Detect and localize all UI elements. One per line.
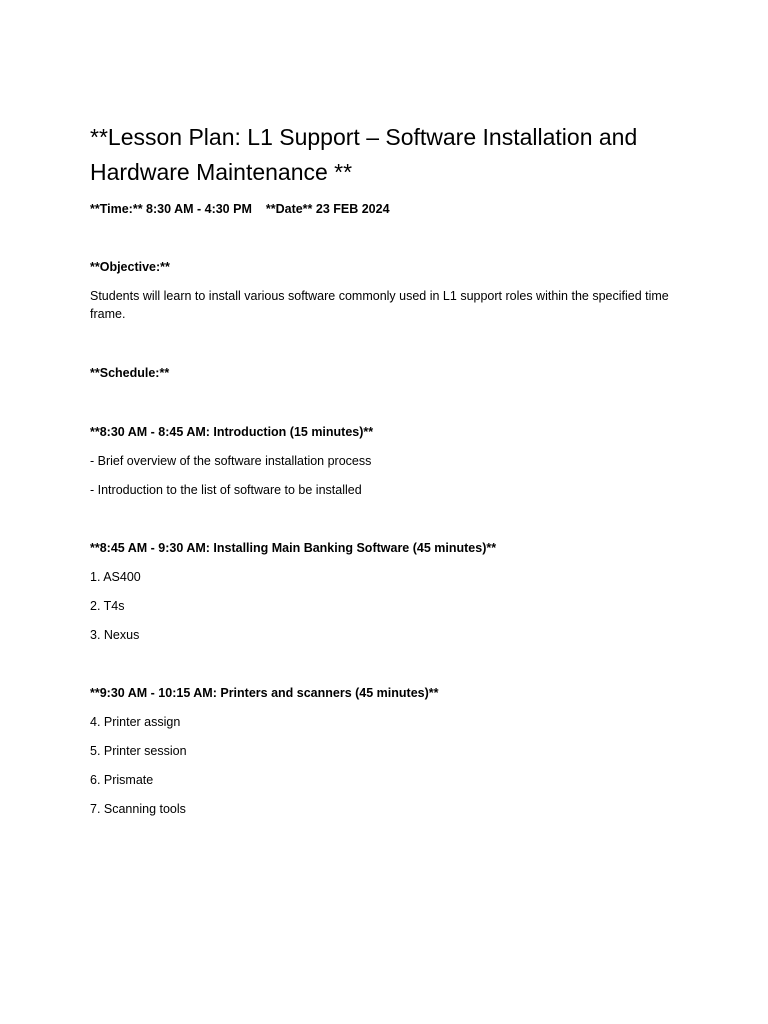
section-heading-banking-software: **8:45 AM - 9:30 AM: Installing Main Banking Software (45 minutes)** bbox=[90, 541, 497, 555]
list-item: - Brief overview of the software installation process bbox=[90, 454, 372, 468]
date-text: **Date** 23 FEB 2024 bbox=[265, 202, 390, 216]
list-item: 7. Scanning tools bbox=[90, 802, 186, 816]
objective-heading: **Objective:** bbox=[90, 260, 170, 274]
section-heading-printers-scanners: **9:30 AM - 10:15 AM: Printers and scanners (45 minutes)** bbox=[90, 686, 439, 700]
objective-text: Students will learn to install various software commonly used in L1 support roles within the specified time frame. bbox=[90, 289, 669, 321]
list-item: 6. Prismate bbox=[90, 773, 154, 787]
list-item: 4. Printer assign bbox=[90, 715, 181, 729]
time-text: **Time:** 8:30 AM - 4:30 PM bbox=[90, 202, 252, 216]
section-heading-introduction: **8:30 AM - 8:45 AM: Introduction (15 minutes)** bbox=[90, 425, 374, 439]
list-item: - Introduction to the list of software to be installed bbox=[90, 483, 362, 497]
list-item: 1. AS400 bbox=[90, 570, 141, 584]
list-item: 5. Printer session bbox=[90, 744, 187, 758]
time-date-line bbox=[90, 200, 690, 218]
list-item: 2. T4s bbox=[90, 599, 125, 613]
list-item: 3. Nexus bbox=[90, 628, 140, 642]
document-title: **Lesson Plan: L1 Support – Software Installation and Hardware Maintenance ** bbox=[90, 124, 638, 185]
schedule-heading: **Schedule:** bbox=[90, 366, 170, 380]
